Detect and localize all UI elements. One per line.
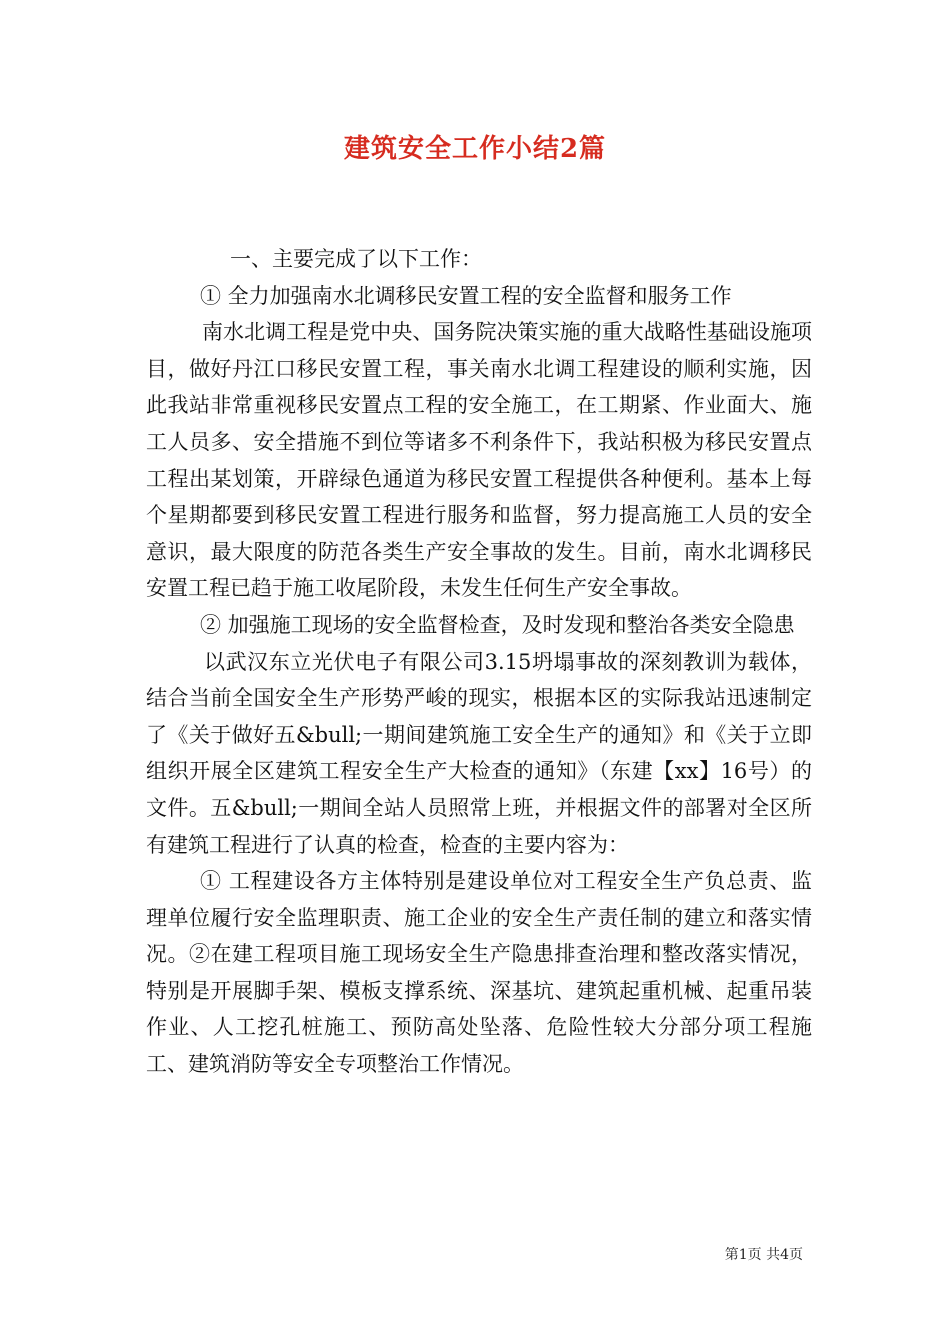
paragraph-3: ① 工程建设各方主体特别是建设单位对工程安全生产负总责、监理单位履行安全监理职责、施工企业的安全生产责任制的建立和落实情况。②在建工程项目施工现场安全生产隐患排查治理和整改落实情况，特别是开展脚手架、模板支撑系统、深基坑、建筑起重机械、起重吊装作业、人工挖孔桩施工、预防高处坠落、危险性较大分部分项工程施工、建筑消防等安全专项整治工作情况。 [146,869,812,1077]
section-heading: 一、主要完成了以下工作： [230,247,482,271]
page-number: 第1页 共4页 [724,1247,803,1263]
document-body [146,241,812,1083]
document-title: 建筑安全工作小结2篇 [343,134,607,164]
item-heading-1: ① 全力加强南水北调移民安置工程的安全监督和服务工作 [200,283,732,308]
paragraph-1: 南水北调工程是党中央、国务院决策实施的重大战略性基础设施项目，做好丹江口移民安置工程，事关南水北调工程建设的顺利实施，因此我站非常重视移民安置点工程的安全施工，在工期紧、作业面大、施工人员多、安全措施不到位等诸多不利条件下，我站积极为移民安置点工程出某划策，开辟绿色通道为移民安置工程提供各种便利。基本上每个星期都要到移民安置工程进行服务和监督，努力提高施工人员的安全意识，最大限度的防范各类生产安全事故的发生。目前，南水北调移民安置工程已趋于施工收尾阶段，未发生任何生产安全事故。 [146,320,812,601]
item-heading-2: ② 加强施工现场的安全监督检查，及时发现和整治各类安全隐患 [200,612,795,637]
paragraph-2: 以武汉东立光伏电子有限公司3.15坍塌事故的深刻教训为载体，结合当前全国安全生产形势严峻的现实，根据本区的实际我站迅速制定了《关于做好五&bull;一期间建筑施工安全生产的通知》和《关于立即组织开展全区建筑工程安全生产大检查的通知》（东建【xx】16号）的文件。五&bull;一期间全站人员照常上班，并根据文件的部署对全区所有建筑工程进行了认真的检查，检查的主要内容为： [146,649,812,857]
